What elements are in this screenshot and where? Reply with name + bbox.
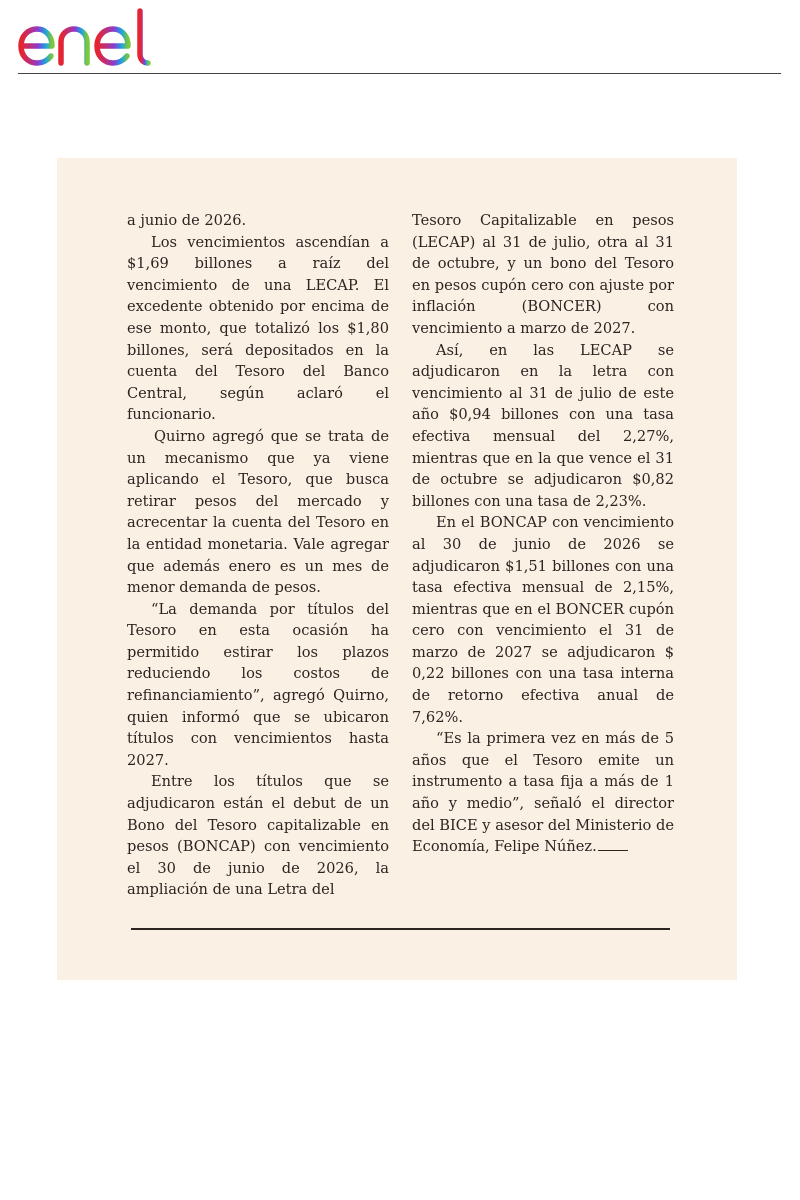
paragraph: Entre los títulos que se adjudicaron están el debut de un Bono del Tesoro capitalizable en pesos (BONCAP) con vencimiento el 30 de junio de 2026, la ampliación de una Letra del [127,773,389,899]
paragraph: Así, en las LECAP se adjudicaron en la letra con vencimiento al 31 de julio de este año $0,94 billones con una tasa efectiva mensual del 2,27%, mientras que en la que vence el 31 de octubre se adjudicaron $0,82 billones con una tasa de 2,23%. [412,341,674,510]
paragraph [412,728,674,858]
paragraph: Quirno agregó que se trata de un mecanismo que ya viene aplicando el Tesoro, que busca retirar pesos del mercado y acrecentar la cuenta del Tesoro en la entidad monetaria. Vale agregar que además enero es un mes de menor demanda de pesos. [127,427,389,597]
paragraph: a junio de 2026. [127,212,247,229]
article-column-left [127,210,389,901]
end-of-article-mark [598,850,628,851]
paragraph: Tesoro Capitalizable en pesos (LECAP) al 31 de julio, otra al 31 de octubre, y un bono del Tesoro en pesos cupón cero con ajuste por inflación (BONCER) con vencimiento a marzo de 2027. [412,212,674,337]
article-column-right [412,210,674,858]
paragraph-text: “Es la primera vez en más de 5 años que el Tesoro emite un instrumento a tasa fija a más de 1 año y medio”, señaló el director del BICE y asesor del Ministerio de Economía, Felipe Núñez. [412,730,674,856]
newspaper-clipping [57,158,737,980]
paragraph: En el BONCAP con vencimiento al 30 de junio de 2026 se adjudicaron $1,51 billones con una tasa efectiva mensual de 2,15%, mientras que en el BONCER cupón cero con vencimiento el 31 de marzo de 2027 se adjudicaron $ 0,22 billones con una tasa interna de retorno efectiva anual de 7,62%. [412,514,674,726]
page-header [0,0,800,80]
article-bottom-rule [131,928,670,930]
paragraph: “La demanda por títulos del Tesoro en esta ocasión ha permitido estirar los plazos reduciendo los costos de refinanciamiento”, agregó Quirno, quien informó que se ubicaron títulos con vencimientos hasta 2027. [127,600,389,769]
enel-logo [16,8,176,68]
paragraph: Los vencimientos ascendían a $1,69 billones a raíz del vencimiento de una LECAP. El excedente obtenido por encima de ese monto, que totalizó los $1,80 billones, será depositados en la cuenta del Tesoro del Banco Central, según aclaró el funcionario. [127,233,389,424]
header-divider [18,73,781,74]
